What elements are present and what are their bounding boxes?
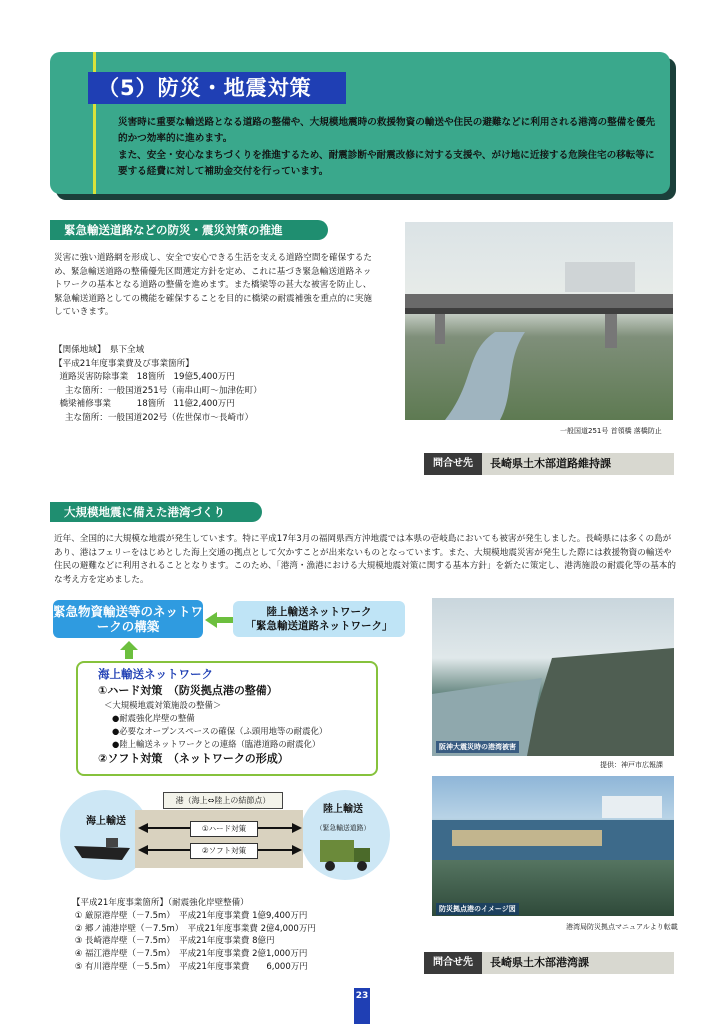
hard-measures-sub: ＜大規模地震対策施設の整備＞ (104, 700, 222, 710)
up-arrow-icon (119, 640, 139, 660)
contact-name: 長崎県土木部道路維持課 (490, 457, 611, 470)
header-paragraph-2: また、安全・安心なまちづくりを推進するため、耐震診断や耐震改修に対する支援や、がけ地に近接する危険住宅の移転等に要する経費に対して補助金交付を行っています。 (118, 149, 655, 178)
land-box-line2: 「緊急輸送道路ネットワーク」 (245, 620, 393, 632)
photo1-caption: 一般国道251号 首領橋 落橋防止 (560, 427, 662, 435)
ship-icon (72, 826, 134, 866)
contact-tag: 問合せ先 (424, 453, 482, 475)
page-title: （5）防災・地震対策 (88, 72, 346, 104)
contact-bar-1 (424, 453, 674, 475)
land-network-box (233, 601, 405, 637)
soft-measures: ②ソフト対策 （ネットワークの形成） (98, 752, 289, 765)
sea-network-title: 海上輸送ネットワーク (98, 667, 213, 681)
section2-title: 大規模地震に備えた港湾づくり (50, 502, 262, 522)
land-transport-label: 陸上輸送 (323, 804, 363, 815)
land-box-line1: 陸上輸送ネットワーク (266, 606, 372, 618)
left-arrow-icon (203, 610, 235, 630)
land-transport-sublabel: （緊急輸送道路） (315, 824, 371, 832)
photo2-caption: 提供：神戸市広報課 (600, 761, 663, 769)
header-paragraph-1: 災害時に重要な輸送路となる道路の整備や、大規模地震時の救援物資の輸送や住民の避難などに利用される港湾の整備を優先的かつ効率的に進めます。 (118, 117, 656, 145)
hard-measures: ①ハード対策 （防災拠点港の整備） (98, 684, 278, 697)
contact-tag: 問合せ先 (424, 952, 482, 974)
earthquake-damage-photo (432, 598, 674, 756)
page-number: 23 (354, 988, 370, 1024)
photo3-label: 防災拠点港のイメージ図 (436, 903, 519, 915)
section2-project-list: 【平成21年度事業箇所】（耐震強化岸壁整備） ① 厳原港岸壁（－7.5m） 平成21年度事業費 1億9,400万円 ② 郷ノ浦港岸壁（－7.5m） 平成21年度事業費 2億4,000万円 ③ 長崎港岸壁（－7.5m） 平成21年度事業費 8億円 ④ 福江港岸壁（－7.5m） 平成21年度事業費 2億1,000万円 ⑤ 有川港岸壁（－5.5m） 平成21年度事業費 6,000万円 (72, 898, 316, 972)
bridge-illustration (405, 222, 673, 420)
truck-icon (318, 836, 374, 874)
contact-bar-2 (424, 952, 674, 974)
photo2-label: 阪神大震災時の港湾被害 (436, 741, 519, 753)
network-box: 緊急物資輸送等のネットワークの構築 (53, 600, 203, 638)
hard-item-3: ●陸上輸送ネットワークとの連絡（臨港道路の耐震化） (112, 739, 321, 749)
bridge-photo (405, 222, 673, 420)
section2-text: 近年、全国的に大規模な地震が発生しています。特に平成17年3月の福岡県西方沖地震では本県の壱岐島においても被害が発生しました。長崎県には多くの島があり、港はフェリーをはじめとした海上交通の拠点として欠かすことが出来ないものとなっています。また、大規模地震災害が発生した際には救援物資の輸送や住民の避難などに利用されることとなります。このため、「港湾・漁港における大規模地震対策に関する基本方針」を新たに策定し、港湾施設の耐震化等の基本的な考え方を定めました。 (54, 534, 677, 585)
hard-measures-box: ①ハード対策 (190, 821, 258, 837)
photo3-caption: 港湾局防災拠点マニュアルより転載 (566, 923, 678, 931)
port-illustration (432, 776, 674, 916)
section1-project-list: 【関係地域】 県下全域 【平成21年度事業費及び事業箇所】 道路災害防除事業 18箇所 19億5,400万円 主な箇所：一般国道251号（南串山町～加津佐町） 橋梁補修事業 18箇所 11億2,400万円 主な箇所：一般国道202号（佐世保市～長崎市） (54, 345, 262, 423)
contact-name: 長崎県土木部港湾課 (490, 956, 589, 969)
header-intro (118, 115, 658, 181)
sea-network-details (98, 683, 378, 767)
section1-title: 緊急輸送道路などの防災・震災対策の推進 (50, 220, 328, 240)
section1-text: 災害に強い道路網を形成し、安全で安心できる生活を支える道路空間を確保するため、緊急輸送道路の整備優先区間選定方針を定め、これに基づき緊急輸送道路ネットワークの基本となる道路の整備を進めます。また橋梁等の甚大な被害を防止し、緊急輸送道路としての機能を確保することを目的に橋梁の耐震補強を重点的に実施していきます。 (54, 253, 372, 318)
damage-illustration (432, 598, 674, 756)
disaster-port-image (432, 776, 674, 916)
hard-item-1: ●耐震強化岸壁の整備 (112, 713, 195, 723)
soft-measures-box: ②ソフト対策 (190, 843, 258, 859)
hard-item-2: ●必要なオープンスペースの確保（ふ頭用地等の耐震化） (112, 726, 328, 736)
sea-transport-label: 海上輸送 (86, 816, 126, 827)
harbor-label: 港（海上⇔陸上の結節点） (163, 792, 283, 809)
